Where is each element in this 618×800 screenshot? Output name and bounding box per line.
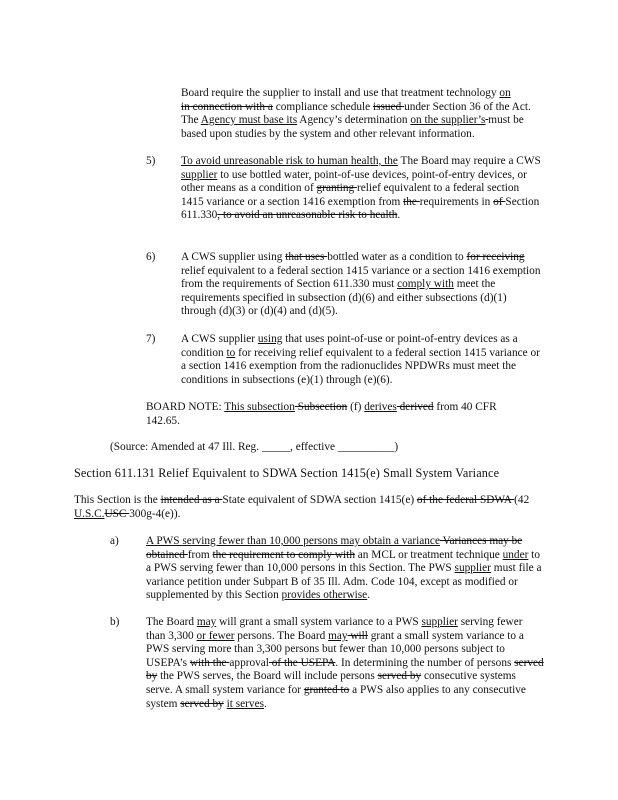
item-6-paragraph: A CWS supplier using that uses bottled water as a condition to for receiving relief equivalent to a federal section 1415 variance or a section 1416 exemption from the requirements of Section 611.330 must comply with meet the requirements specified in subsection (d)(6) and either subsections (d)(1) through (d)(3) or (d)(4) and (d)(5). <box>181 251 541 318</box>
source-note: (Source: Amended at 47 Ill. Reg. _____, effective __________) <box>110 441 399 453</box>
section-heading: Section 611.131 Relief Equivalent to SDWA Section 1415(e) Small System Variance <box>74 466 500 480</box>
item-b-paragraph: The Board may will grant a small system variance to a PWS supplier serving fewer than 3,300 or fewer persons. The Board may will grant a small system variance to a PWS serving more than 3,300 persons but fewer than 10,000 persons subject to USEPA’s with the approval of the USEPA. In determining the number of persons served by the PWS serves, the Board will include persons served by consecutive systems serve. A small system variance for granted to a PWS also applies to any consecutive system served by it serves. <box>146 616 544 710</box>
item-number-6: 6) <box>146 251 156 263</box>
item-letter-a: a) <box>110 535 119 547</box>
item-number-7: 7) <box>146 333 156 345</box>
section-intro: This Section is the intended as a State equivalent of SDWA section 1415(e) of the federal SDWA (42 U.S.C.USC 300g-4(e)). <box>74 494 530 520</box>
board-note: BOARD NOTE: This subsection Subsection (f) derives derived from 40 CFR 142.65. <box>146 401 497 427</box>
item-letter-b: b) <box>110 616 120 628</box>
continuation-paragraph: Board require the supplier to install and use that treatment technology on in connection with a compliance schedule issued under Section 36 of the Act. The Agency must base its Agency’s determination on the supplier’s must be based upon studies by the system and other relevant information. <box>181 87 531 140</box>
item-number-5: 5) <box>146 155 156 167</box>
item-a-paragraph: A PWS serving fewer than 10,000 persons may obtain a variance Variances may be obtained from the requirement to comply with an MCL or treatment technique under to a PWS serving fewer than 10,000 persons in this Section. The PWS supplier must file a variance petition under Subpart B of 35 Ill. Adm. Code 104, except as modified or supplemented by this Section provides otherwise. <box>146 535 542 602</box>
item-7-paragraph: A CWS supplier using that uses point-of-use or point-of-entry devices as a condition to for receiving relief equivalent to a federal section 1415 variance or a section 1416 exemption from the radionuclides NPDWRs must meet the conditions in subsections (e)(1) through (e)(6). <box>181 333 540 386</box>
item-5-paragraph: To avoid unreasonable risk to human health, the The Board may require a CWS supplier to use bottled water, point-of-use devices, point-of-entry devices, or other means as a condition of granting relief equivalent to a federal section 1415 variance or a section 1416 exemption from the requirements in of Section 611.330, to avoid an unreasonable risk to health. <box>181 155 541 222</box>
